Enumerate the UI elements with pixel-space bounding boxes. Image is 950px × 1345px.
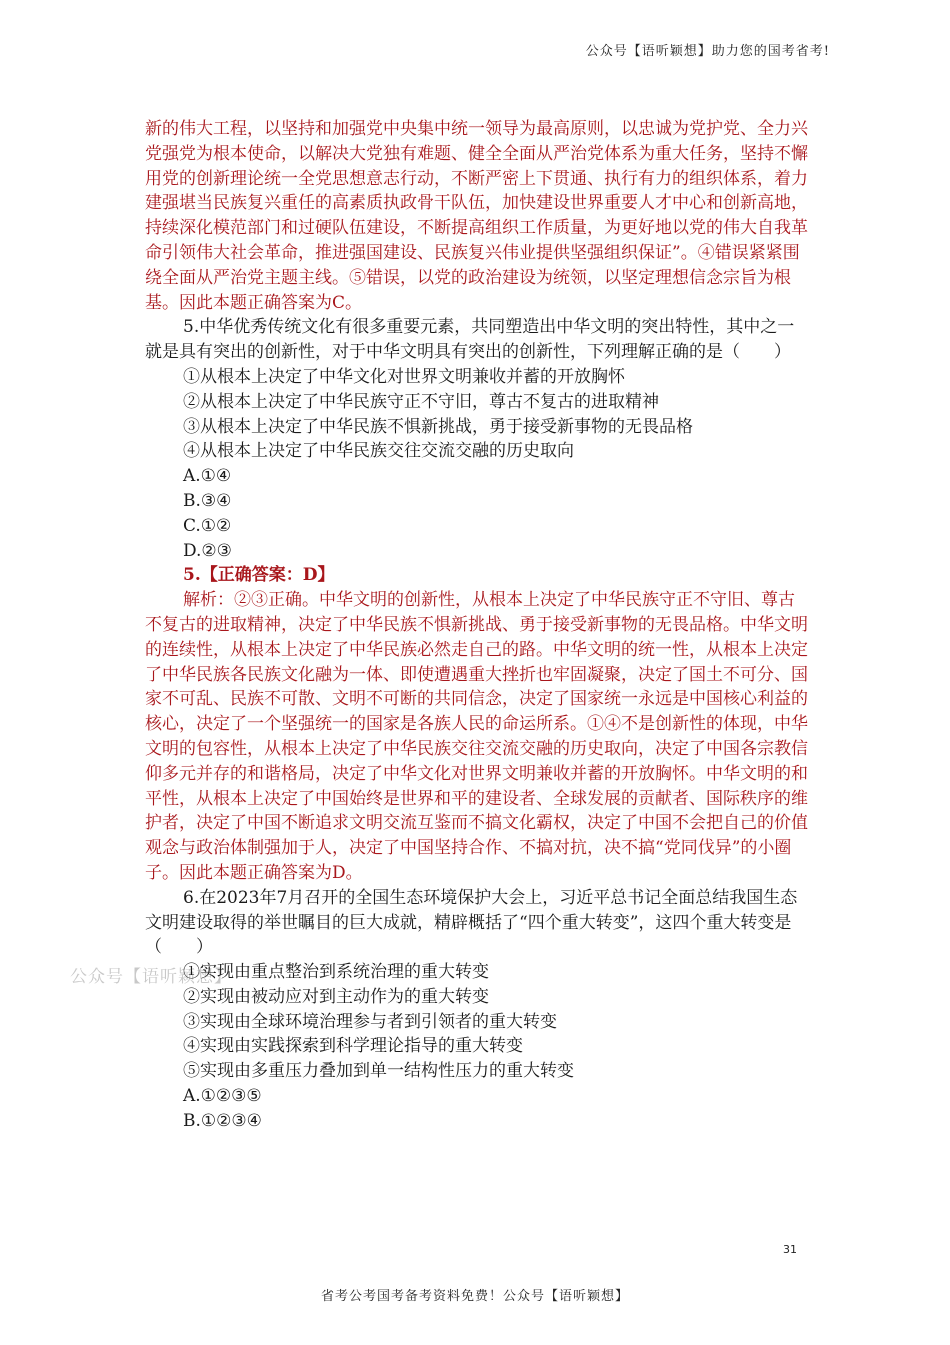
q5-statement-4: ④从根本上决定了中华民族交往交流交融的历史取向 [183,441,574,462]
q6-choice-a: A.①②③⑤ [183,1086,262,1107]
page-content [145,117,810,1134]
q5-choice-c: C.①② [183,515,232,536]
q6-statement-2: ②实现由被动应对到主动作为的重大转变 [183,986,489,1007]
page-number: 31 [783,1243,797,1256]
watermark: 公众号【语听颖想】 [70,967,232,987]
q5-explanation: 解析：②③正确。中华文明的创新性，从根本上决定了中华民族守正不守旧、尊古不复古的进取精神，决定了中华民族不惧新挑战、勇于接受新事物的无畏品格。中华文明的连续性，从根本上决定了中华民族必然走自己的路。中华文明的统一性，从根本上决定了中华民族各民族文化融为一体、即使遭遇重大挫折也牢固凝聚，决定了国土不可分、国家不可乱、民族不可散、文明不可断的共同信念，决定了国家统一永远是中国核心利益的核心，决定了一个坚强统一的国家是各族人民的命运所系。①④不是创新性的体现，中华文明的包容性，从根本上决定了中华民族交往交流交融的历史取向，决定了中国各宗教信仰多元并存的和谐格局，决定了中华文化对世界文明兼收并蓄的开放胸怀。中华文明的和平性，从根本上决定了中国始终是世界和平的建设者、全球发展的贡献者、国际秩序的维护者，决定了中国不断追求文明交流互鉴而不搞文化霸权，决定了中国不会把自己的价值观念与政治体制强加于人，决定了中国坚持合作、不搞对抗，决不搞“党同伐异”的小圈子。因此本题正确答案为D。 [145,590,808,883]
q5-answer-label: 5.【正确答案：D】 [183,565,335,586]
page-footer: 省考公考国考备考资料免费！公众号【语听颖想】 [320,1289,629,1304]
page-header: 公众号【语听颖想】助力您的国考省考! [585,44,830,59]
q5-choice-a: A.①④ [183,466,232,487]
q6-statement-3: ③实现由全球环境治理参与者到引领者的重大转变 [183,1011,557,1032]
q5-choice-b: B.③④ [183,490,232,511]
q6-statement-1: ①实现由重点整治到系统治理的重大转变 [183,962,489,983]
question6-stem: 6.在2023年7月召开的全国生态环境保护大会上，习近平总书记全面总结我国生态文明建设取得的举世瞩目的巨大成就，精辟概括了“四个重大转变”，这四个重大转变是（ ） [145,887,798,958]
q6-choice-b: B.①②③④ [183,1110,262,1131]
q5-statement-1: ①从根本上决定了中华文化对世界文明兼收并蓄的开放胸怀 [183,366,625,387]
q5-choice-d: D.②③ [183,540,232,561]
question5-stem: 5.中华优秀传统文化有很多重要元素，共同塑造出中华文明的突出特性，其中之一就是具有突出的创新性，对于中华文明具有突出的创新性，下列理解正确的是（ ） [145,317,795,363]
q6-statement-4: ④实现由实践探索到科学理论指导的重大转变 [183,1036,523,1057]
q5-statement-3: ③从根本上决定了中华民族不惧新挑战，勇于接受新事物的无畏品格 [183,416,693,437]
question4-explanation: 新的伟大工程，以坚持和加强党中央集中统一领导为最高原则，以忠诚为党护党、全力兴党强党为根本使命，以解决大党独有难题、健全全面从严治党体系为重大任务，坚持不懈用党的创新理论统一全党思想意志行动，不断严密上下贯通、执行有力的组织体系，着力建强堪当民族复兴重任的高素质执政骨干队伍，加快建设世界重要人才中心和创新高地，持续深化模范部门和过硬队伍建设，不断提高组织工作质量，为更好地以党的伟大自我革命引领伟大社会革命，推进强国建设、民族复兴伟业提供坚强组织保证”。④错误紧紧围绕全面从严治党主题主线。⑤错误，以党的政治建设为统领，以坚定理想信念宗旨为根基。因此本题正确答案为C。 [145,119,808,313]
q6-statement-5: ⑤实现由多重压力叠加到单一结构性压力的重大转变 [183,1061,574,1082]
q5-statement-2: ②从根本上决定了中华民族守正不守旧，尊古不复古的进取精神 [183,391,659,412]
